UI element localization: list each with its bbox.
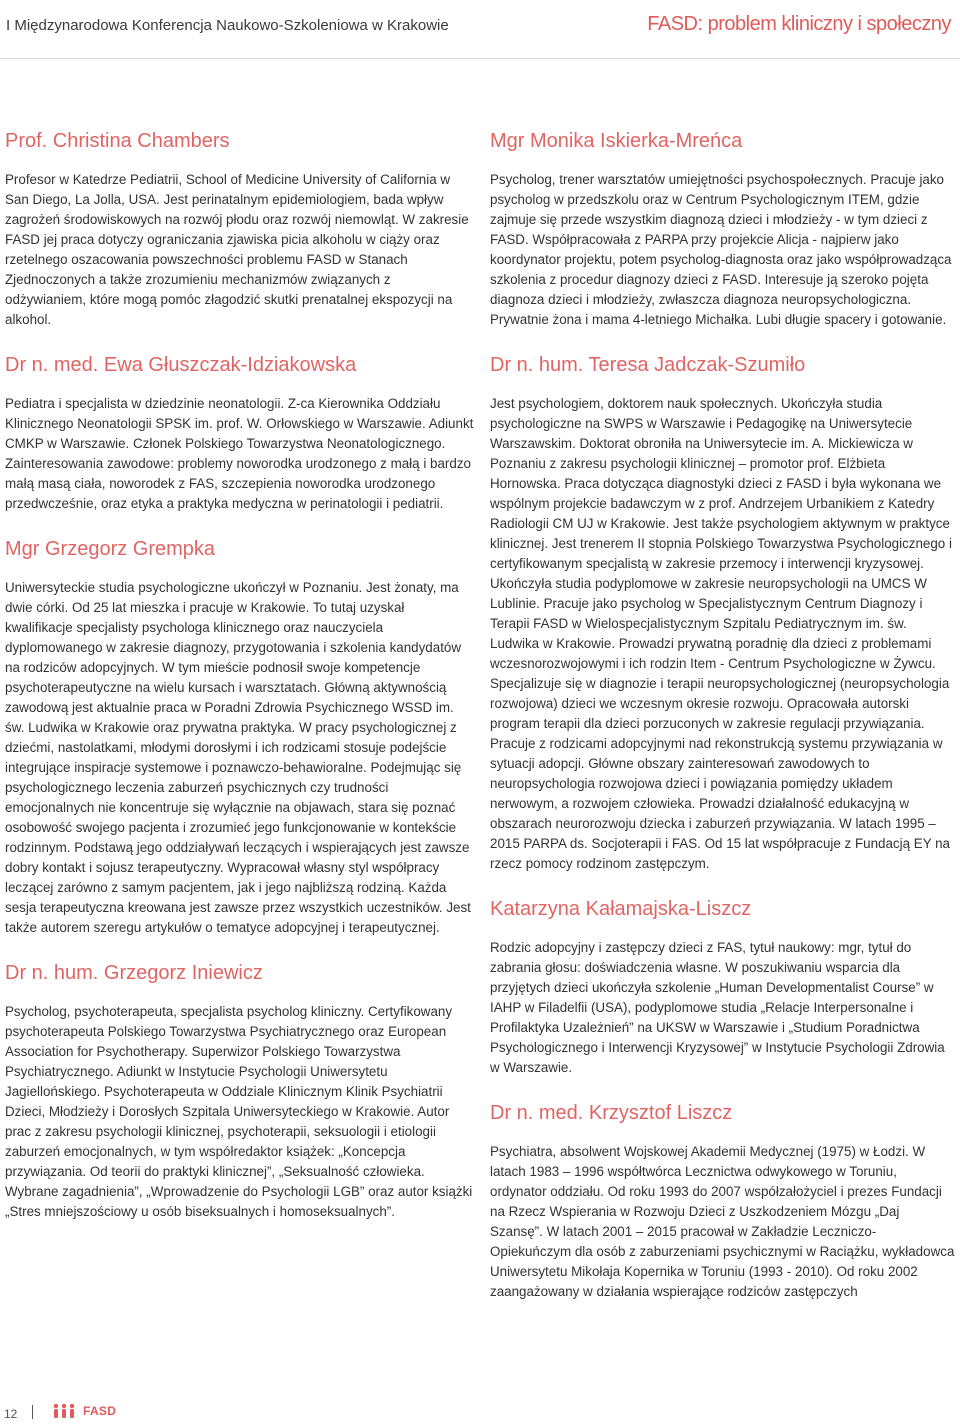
speaker-bio — [5, 128, 475, 330]
speaker-bio — [490, 128, 955, 330]
speaker-name: Dr n. med. Ewa Głuszczak-Idziakowska — [5, 354, 357, 376]
speaker-name: Prof. Christina Chambers — [5, 130, 230, 152]
left-column — [5, 128, 475, 1222]
speaker-bio — [490, 352, 955, 874]
speaker-description: Uniwersyteckie studia psychologiczne ukończył w Poznaniu. Jest żonaty, ma dwie córki. Od 25 lat mieszka i pracuje w Krakowie. To tutaj uzyskał kwalifikacje specjalisty psychologa klinicznego oraz nauczyciela dyplomowanego w zakresie diagnozy, przygotowania i szkolenia kandydatów na rodziców adopcyjnych. W tym mieście podnosił swoje kompetencje psychoterapeutyczne na wielu kursach i warsztatach. Główną aktywnością zawodową jest aktualnie praca w Poradni Zdrowia Psychicznego WSSD im. św. Ludwika w Krakowie oraz prywatna praktyka. W pracy psychologicznej z dziećmi, nastolatkami, młodymi dorosłymi i ich rodzicami stosuje podejście integrujące inspiracje systemowe i poznawczo-behawioralne. Podejmując się psychologicznego leczenia zaburzeń psychicznych czy trudności emocjonalnych nie koncentruje się wyłącznie na objawach, stara się poznać osobowość swojego pacjenta i zrozumieć jego funkcjonowanie w kontekście rodzinnym. Podstawą jego oddziaływań leczących i wspierających jest zawsze dobry kontakt i sojusz terapeutyczny. Wypracował własny styl współpracy leczącej zarówno z samym pacjentem, jak i jego najbliższą rodziną. Każda sesja terapeutyczna kreowana jest zawsze przez wszystkich uczestników. Jest także autorem szeregu artykułów o tematyce adopcyjnej i terapeutycznej. — [5, 580, 471, 935]
speaker-description: Jest psychologiem, doktorem nauk społecznych. Ukończyła studia psychologiczne na SWPS w Warszawie i Pedagogikę na Uniwersytecie Warszawskim. Doktorat obroniła na Uniwersytecie im. A. Mickiewicza w Poznaniu z zakresu psychologii klinicznej – promotor prof. Elżbieta Hornowska. Praca dotycząca diagnostyki dzieci z FASD i była wykonana we wspólnym projekcie badawczym w z prof. Andrzejem Urbanikiem z Katedry Radiologii CM UJ w Krakowie. Jest także psychologiem aktywnym w praktyce klinicznej. Jest trenerem II stopnia Polskiego Towarzystwa Psychologicznego i certyfikowanym specjalistą w zakresie przemocy i interwencji kryzysowej. Ukończyła studia podyplomowe w zakresie neuropsychologii na UMCS W Lublinie. Pracuje jako psycholog w Specjalistycznym Centrum Diagnozy i Terapii FASD w Wielospecjalistycznym Szpitalu Pediatrycznym im. św. Ludwika w Krakowie. Prowadzi prywatną poradnię dla dzieci z problemami wczesnorozwojowymi i ich rodzin Item - Centrum Psychologiczne w Żywcu. Specjalizuje się w diagnozie i terapii neuropsychologicznej (neuropsychologia rozwojowa) dzieci we wczesnym okresie rozwoju. Opracowała autorski program terapii dla dzieci porzuconych w zakresie regulacji przywiązania. Pracuje z rodzicami adopcyjnymi nad rekonstrukcją systemu przywiązania w sytuacji adopcji. Główne obszary zainteresowań zawodowych to neuropsychologia rozwojowa dzieci i powiązania pomiędzy układem nerwowym, a rozwojem człowieka. Prowadzi działalność edukacyjną w obszarach neurorozwoju dziecka i zaburzeń przywiązania. W latach 1995 – 2015 PARPA ds. Socjoterapii i FAS. Od 15 lat współpracuje z Fundacją EY na rzecz pomocy rodzinom zastępczym. — [490, 396, 952, 871]
speaker-description: Profesor w Katedrze Pediatrii, School of Medicine University of California w San Diego, La Jolla, USA. Jest perinatalnym epidemiologiem, bada wpływ zagrożeń środowiskowych na rozwój płodu oraz rozwój niemowląt. W zakresie FASD jej praca dotyczy ograniczania zjawiska picia alkoholu w ciąży oraz rzetelnego oszacowania powszechności problemu FASD w Stanach Zjednoczonych a także zrozumieniu mechanizmów związanych z odżywianiem, które mogą pomóc złagodzić skutki prenatalnej ekspozycji na alkohol. — [5, 172, 469, 327]
speaker-name: Dr n. hum. Teresa Jadczak-Szumiło — [490, 354, 806, 376]
speaker-description: Psycholog, trener warsztatów umiejętności psychospołecznych. Pracuje jako psycholog w przedszkolu oraz w Centrum Psychologicznym ITEM, gdzie zajmuje się przede wszystkim diagnozą dzieci i młodzieży - w tym dzieci z FASD. Współpracowała z PARPA przy projekcie Alicja - najpierw jako koordynator projektu, potem psycholog-diagnosta oraz jako współprowadząca szkolenia z procedur diagnozy dzieci z FASD. Interesuje ją szeroko pojęta diagnoza dzieci i młodzieży, zwłaszcza diagnoza neuropsychologiczna. Prywatnie żona i mama 4-letniego Michałka. Lubi długie spacery i gotowanie. — [490, 172, 952, 327]
conference-topic: FASD: problem kliniczny i społeczny — [647, 13, 951, 35]
speaker-name: Mgr Monika Iskierka-Mreńca — [490, 130, 743, 152]
page-footer — [0, 1398, 960, 1425]
page-number: 12 — [4, 1407, 18, 1421]
speaker-description: Psychiatra, absolwent Wojskowej Akademii Medycznej (1975) w Łodzi. W latach 1983 – 1996 współtwórca Lecznictwa odwykowego w Toruniu, ordynator oddziału. Od roku 1993 do 2007 współzałożyciel i prezes Fundacji na Rzecz Wspierania w Rozwoju Dzieci z Uszkodzeniem Mózgu „Daj Szansę”. W latach 2001 – 2015 pracował w Zakładzie Leczniczo-Opiekuńczym dla osób z zaburzeniami psychicznymi w Raciążku, wykładowca Uniwersytetu Mikołaja Kopernika w Toruniu (1993 - 2010). Od roku 2002 zaangażowany w działania wspierające rodziców zastępczych — [490, 1144, 955, 1299]
right-column — [490, 128, 955, 1302]
logo-figures-icon — [52, 1403, 80, 1419]
speaker-name: Katarzyna Kałamajska-Liszcz — [490, 898, 752, 920]
speaker-description: Rodzic adopcyjny i zastępczy dzieci z FAS, tytuł naukowy: mgr, tytuł do zabrania głosu: doświadczenia własne. W poszukiwaniu wsparcia dla przyjętych dzieci ukończyła szkolenie „Human Developmentalist Course” w IAHP w Filadelfii (USA), podyplomowe studia „Relacje Interpersonalne i Profilaktyka Uzależnień” na UKSW w Warszawie i „Studium Poradnictwa Psychologicznego i Interwencji Kryzysowej” w Instytucie Psychologii Zdrowia w Warszawie. — [490, 940, 945, 1075]
speaker-description: Psycholog, psychoterapeuta, specjalista psycholog kliniczny. Certyfikowany psychoterapeuta Polskiego Towarzystwa Psychiatrycznego oraz European Association for Psychotherapy. Superwizor Polskiego Towarzystwa Psychiatrycznego. Adiunkt w Instytucie Psychologii Uniwersytetu Jagiellońskiego. Psychoterapeuta w Oddziale Klinicznym Klinik Psychiatrii Dzieci, Młodzieży i Dorosłych Szpitala Uniwersyteckiego w Krakowie. Autor prac z zakresu psychologii klinicznej, psychoterapii, seksuologii i etiologii zaburzeń emocjonalnych, w tym współredaktor książek: „Koncepcja przywiązania. Od teorii do praktyki klinicznej”, „Seksualność człowieka. Wybrane zagadnienia”, „Wprowadzenie do Psychologii LGB” oraz autor książki „Stres mniejszościowy u osób biseksualnych i homoseksualnych”. — [5, 1004, 473, 1219]
page-header — [0, 0, 960, 59]
speaker-bio — [490, 896, 955, 1078]
speaker-name: Dr n. hum. Grzegorz Iniewicz — [5, 962, 263, 984]
speaker-name: Mgr Grzegorz Grempka — [5, 538, 216, 560]
speaker-bio — [490, 1100, 955, 1302]
footer-divider — [32, 1405, 33, 1419]
speaker-bio — [5, 536, 475, 938]
speaker-bio — [5, 960, 475, 1222]
speaker-description: Pediatra i specjalista w dziedzinie neonatologii. Z-ca Kierownika Oddziału Klinicznego Neonatologii SPSK im. prof. W. Orłowskiego w Warszawie. Adiunkt CMKP w Warszawie. Członek Polskiego Towarzystwa Neonatologicznego. Zainteresowania zawodowe: problemy noworodka urodzonego z małą i bardzo małą masą ciała, noworodek z FAS, szczepienia noworodka urodzonego przedwcześnie, oraz etyka a praktyka medyczna w perinatologii i pediatrii. — [5, 396, 474, 511]
fasd-logo — [52, 1403, 116, 1419]
logo-text: FASD — [83, 1404, 117, 1418]
speaker-name: Dr n. med. Krzysztof Liszcz — [490, 1102, 733, 1124]
conference-title: I Międzynarodowa Konferencja Naukowo-Szkoleniowa w Krakowie — [6, 17, 449, 34]
speaker-bio — [5, 352, 475, 514]
